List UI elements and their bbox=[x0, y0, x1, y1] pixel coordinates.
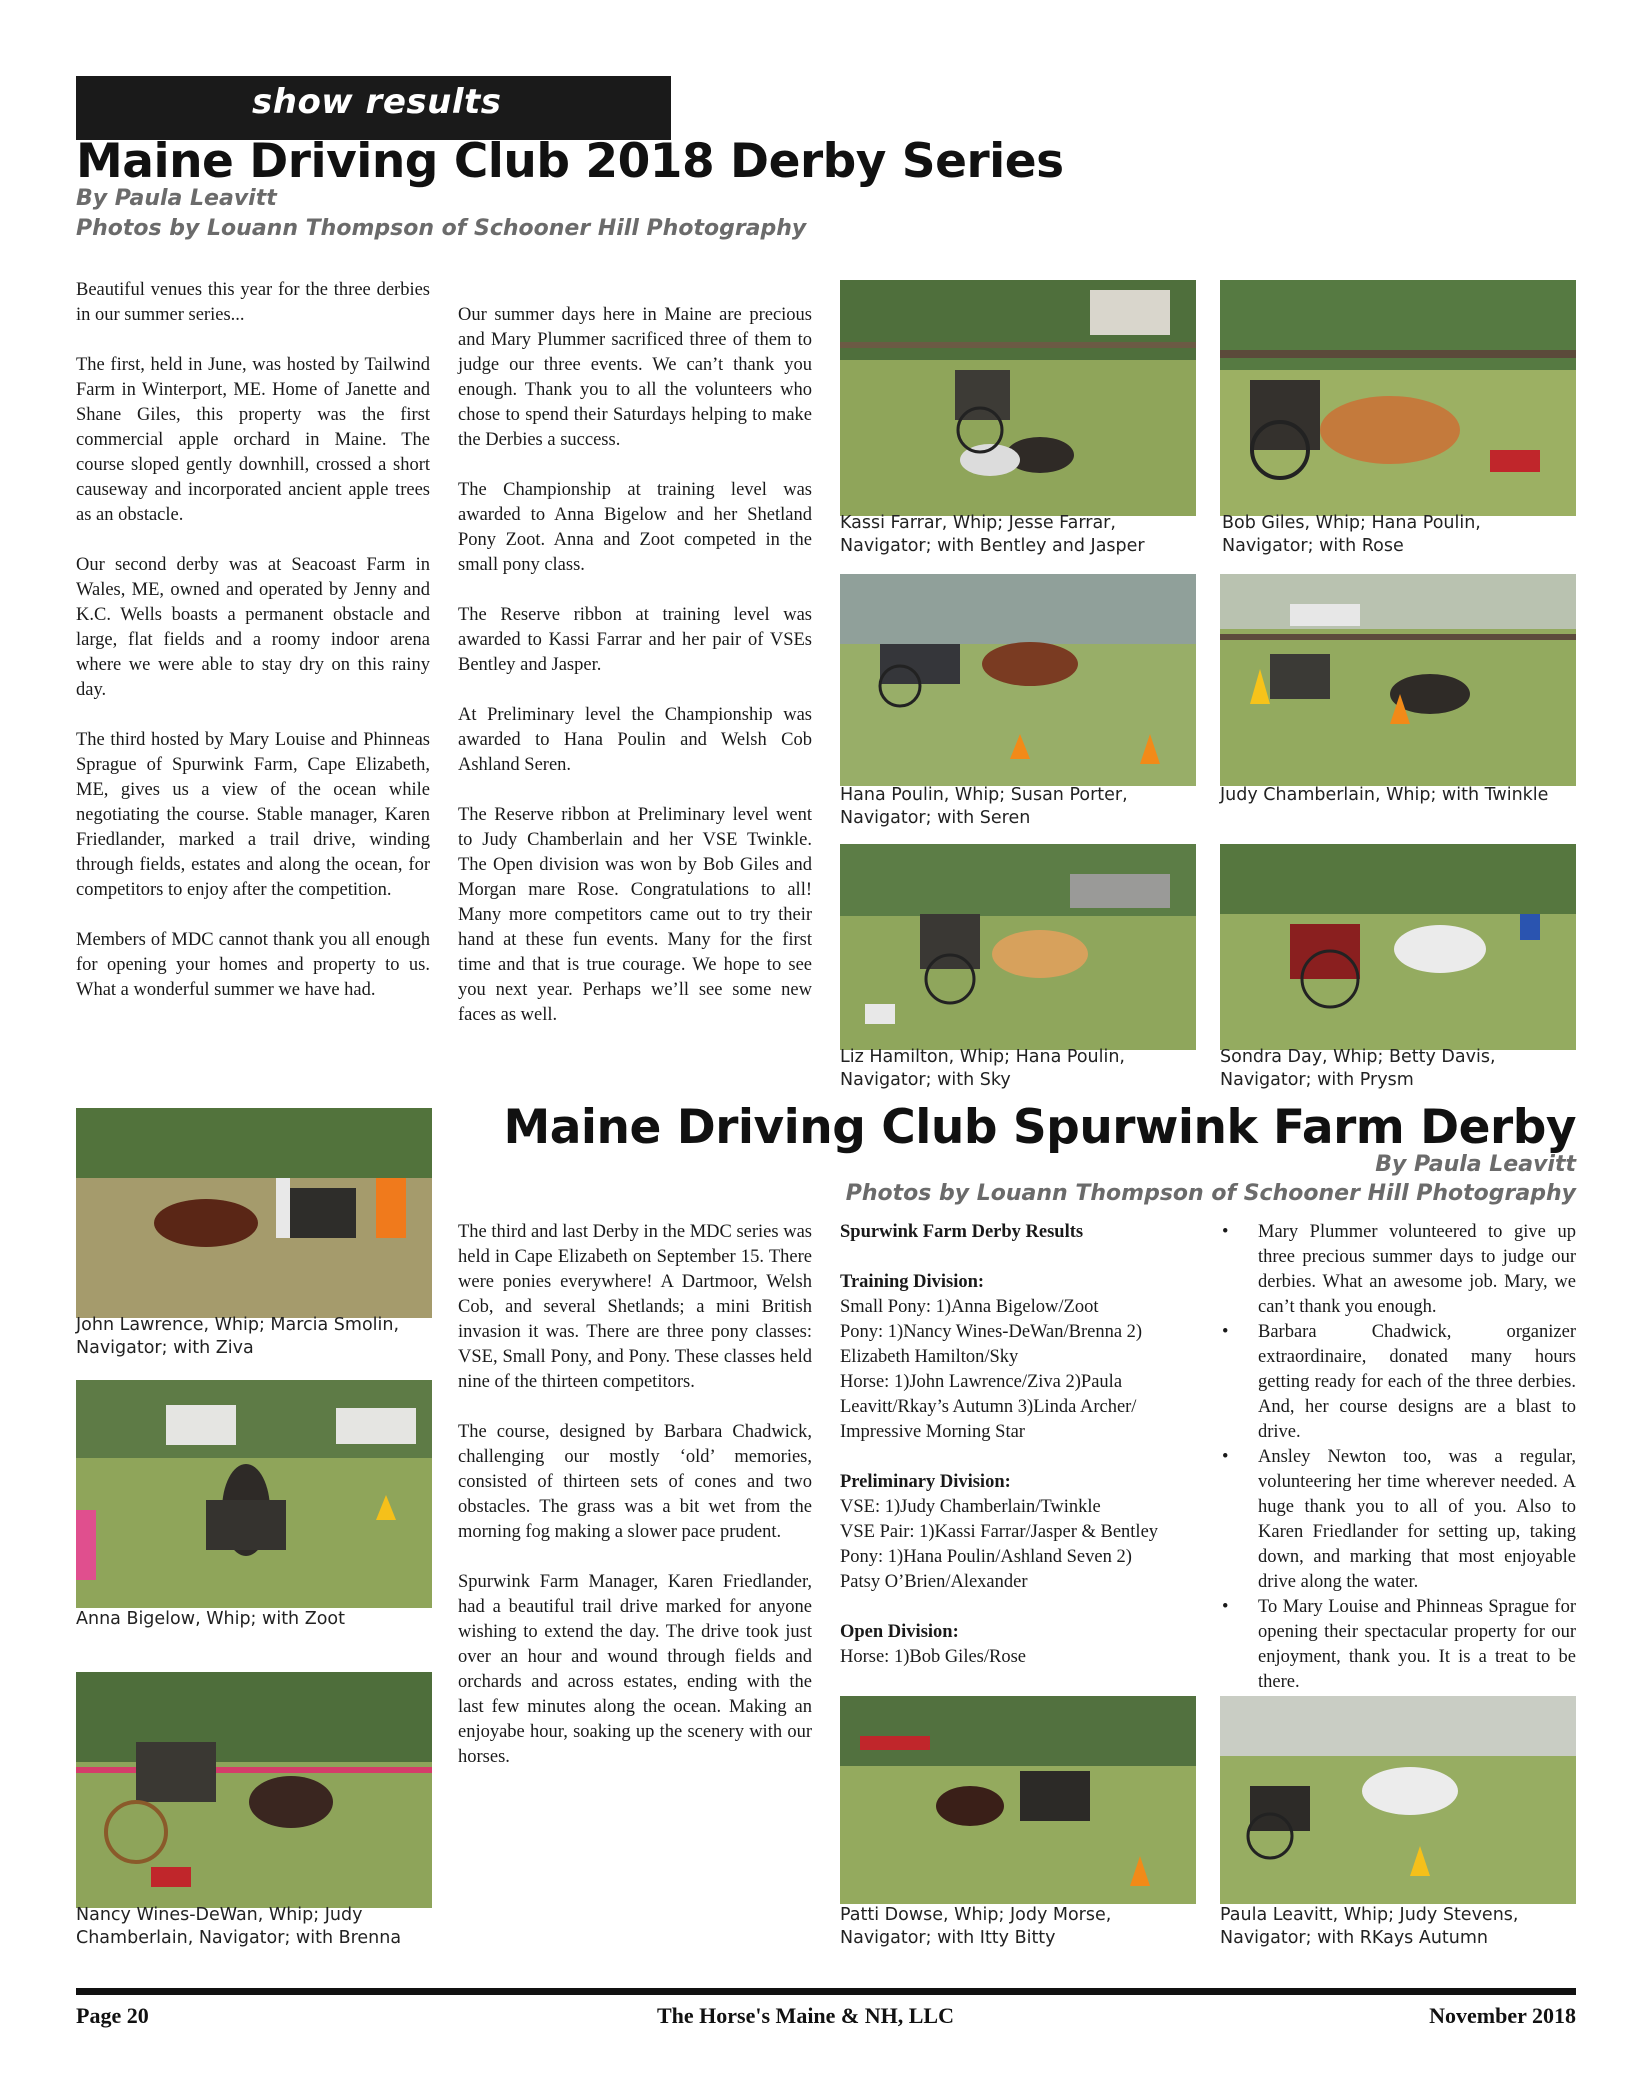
result-line: Impressive Morning Star bbox=[840, 1422, 1025, 1442]
result-line: Small Pony: 1)Anna Bigelow/Zoot bbox=[840, 1297, 1099, 1317]
photo-kassi-farrar bbox=[840, 280, 1196, 516]
caption: Patti Dowse, Whip; Jody Morse, Navigator; with Itty Bitty bbox=[840, 1905, 1112, 1948]
photo-john-lawrence bbox=[76, 1108, 432, 1318]
preliminary-division-heading: Preliminary Division: bbox=[840, 1472, 1011, 1492]
caption: Judy Chamberlain, Whip; with Twinkle bbox=[1220, 785, 1549, 805]
bullet-icon: • bbox=[1222, 1222, 1229, 1242]
photo-liz-hamilton bbox=[840, 844, 1196, 1050]
article1-column-1 bbox=[76, 278, 430, 1028]
photo-anna-bigelow bbox=[76, 1380, 432, 1608]
caption: Nancy Wines-DeWan, Whip; Judy Chamberlain, Navigator; with Brenna bbox=[76, 1905, 402, 1948]
section-banner-label: show results bbox=[252, 82, 502, 122]
results-heading: Spurwink Farm Derby Results bbox=[840, 1222, 1084, 1242]
photo-bob-giles bbox=[1220, 280, 1576, 516]
photo-hana-poulin bbox=[840, 574, 1196, 786]
article1-title: Maine Driving Club 2018 Derby Series bbox=[76, 134, 1064, 189]
paragraph: Our summer days here in Maine are precious and Mary Plummer sacrificed three of them to judge our three events. We can’t thank you enough. Thank you to all the volunteers who chose to spend their Saturdays helping to make the Derbies a success. bbox=[458, 305, 812, 450]
caption: Liz Hamilton, Whip; Hana Poulin, Navigator; with Sky bbox=[840, 1047, 1125, 1090]
thanks-list bbox=[1222, 1220, 1576, 1695]
paragraph: The third and last Derby in the MDC series was held in Cape Elizabeth on September 15. There were ponies everywhere! A Dartmoor, Welsh Cob, and several Shetlands; a mini British invasion it was. There are three pony classes: VSE, Small Pony, and Pony. These classes held nine of the thirteen competitors. bbox=[458, 1222, 812, 1392]
result-line: Patsy O’Brien/Alexander bbox=[840, 1572, 1028, 1592]
paragraph: Our second derby was at Seacoast Farm in Wales, ME, owned and operated by Jenny and K.C. Wells boasts a permanent obstacle and large, flat fields and a roomy indoor arena where we were able to stay dry on this rainy day. bbox=[76, 555, 430, 700]
bullet-icon: • bbox=[1222, 1447, 1229, 1467]
training-division-heading: Training Division: bbox=[840, 1272, 985, 1292]
article2-body bbox=[458, 1220, 812, 1795]
list-item: • Mary Plummer volunteered to give up three precious summer days to judge our derbies. What an awesome job. Mary, we can’t thank you enough. bbox=[1222, 1222, 1576, 1317]
paragraph: The third hosted by Mary Louise and Phinneas Sprague of Spurwink Farm, Cape Elizabeth, ME, gives us a view of the ocean while negotiating the course. Stable manager, Karen Friedlander, marked a trail drive, winding through fields, estates and along the ocean, for competitors to enjoy after the competition. bbox=[76, 730, 430, 900]
article1-photo-credit: Photos by Louann Thompson of Schooner Hill Photography bbox=[76, 216, 807, 241]
result-line: Elizabeth Hamilton/Sky bbox=[840, 1347, 1019, 1367]
photo-nancy-wines-dewan bbox=[76, 1672, 432, 1908]
paragraph: The Reserve ribbon at Preliminary level went to Judy Chamberlain and her VSE Twinkle. The Open division was won by Bob Giles and Morgan mare Rose. Congratulations to all! Many more competitors came out to try their hand at these fun events. Many for the first time and that is true courage. We hope to see you next year. Perhaps we’ll see some new faces as well. bbox=[458, 805, 812, 1025]
result-line: Horse: 1)Bob Giles/Rose bbox=[840, 1647, 1027, 1667]
open-division-heading: Open Division: bbox=[840, 1622, 959, 1642]
article1-byline: By Paula Leavitt bbox=[76, 186, 277, 211]
paragraph: The course, designed by Barbara Chadwick, challenging our mostly ‘old’ memories, consisted of thirteen sets of cones and two obstacles. The grass was a bit wet from the morning fog making a slower pace prudent. bbox=[458, 1422, 812, 1542]
result-line: Pony: 1)Hana Poulin/Ashland Seven 2) bbox=[840, 1547, 1132, 1567]
result-line: VSE: 1)Judy Chamberlain/Twinkle bbox=[840, 1497, 1101, 1517]
list-item: • Ansley Newton too, was a regular, volunteering her time wherever needed. A huge thank you to all of you. Also to Karen Friedlander for setting up, taking down, and marking that most enjoyable drive along the water. bbox=[1222, 1447, 1576, 1592]
section-banner bbox=[76, 76, 671, 140]
article1-column-2 bbox=[458, 303, 812, 1053]
issue-date: November 2018 bbox=[1429, 2003, 1576, 2028]
paragraph: Beautiful venues this year for the three derbies in our summer series... bbox=[76, 280, 430, 325]
paragraph: Spurwink Farm Manager, Karen Friedlander, had a beautiful trail drive marked for anyone wishing to extend the day. The drive took just over an hour and wound through fields and orchards and across estates, ending with the last few minutes along the ocean. Making an enjoyabe hour, soaking up the scenery with our horses. bbox=[458, 1572, 812, 1767]
footer-rule bbox=[76, 1988, 1576, 1995]
list-item: • To Mary Louise and Phinneas Sprague for opening their spectacular property for our enjoyment, thank you. It is a treat to be there. bbox=[1222, 1597, 1576, 1692]
caption: Kassi Farrar, Whip; Jesse Farrar, Navigator; with Bentley and Jasper bbox=[840, 513, 1145, 556]
photo-judy-chamberlain bbox=[1220, 574, 1576, 786]
paragraph: The Reserve ribbon at training level was awarded to Kassi Farrar and her pair of VSEs Bentley and Jasper. bbox=[458, 605, 812, 675]
result-line: VSE Pair: 1)Kassi Farrar/Jasper & Bentley bbox=[840, 1522, 1159, 1542]
article2-byline: By Paula Leavitt bbox=[1375, 1152, 1576, 1177]
list-item: • Barbara Chadwick, organizer extraordinaire, donated many hours getting ready for each of the three derbies. And, her course designs are a blast to drive. bbox=[1222, 1322, 1576, 1442]
photo-patti-dowse bbox=[840, 1696, 1196, 1904]
article2-title: Maine Driving Club Spurwink Farm Derby bbox=[503, 1100, 1576, 1155]
page-number: Page 20 bbox=[76, 2003, 149, 2028]
result-line: Leavitt/Rkay’s Autumn 3)Linda Archer/ bbox=[840, 1397, 1137, 1417]
paragraph: Members of MDC cannot thank you all enough for opening your homes and property to us. What a wonderful summer we have had. bbox=[76, 930, 430, 1000]
caption: Bob Giles, Whip; Hana Poulin, Navigator; with Rose bbox=[1222, 513, 1481, 556]
paragraph: At Preliminary level the Championship was awarded to Hana Poulin and Welsh Cob Ashland Seren. bbox=[458, 705, 812, 775]
result-line: Horse: 1)John Lawrence/Ziva 2)Paula bbox=[840, 1372, 1123, 1392]
caption: Hana Poulin, Whip; Susan Porter, Navigator; with Seren bbox=[840, 785, 1128, 828]
paragraph: The Championship at training level was awarded to Anna Bigelow and her Shetland Pony Zoot. Anna and Zoot competed in the small pony class. bbox=[458, 480, 812, 575]
publication-name: The Horse's Maine & NH, LLC bbox=[657, 2003, 954, 2028]
photo-sondra-day bbox=[1220, 844, 1576, 1050]
caption: Anna Bigelow, Whip; with Zoot bbox=[76, 1609, 345, 1629]
derby-results bbox=[840, 1220, 1198, 1670]
photo-paula-leavitt bbox=[1220, 1696, 1576, 1904]
paragraph: The first, held in June, was hosted by Tailwind Farm in Winterport, ME. Home of Janette and Shane Giles, this property was the first commercial apple orchard in Maine. The course sloped gently downhill, crossed a short causeway and incorporated ancient apple trees as an obstacle. bbox=[76, 355, 430, 525]
result-line: Pony: 1)Nancy Wines-DeWan/Brenna 2) bbox=[840, 1322, 1143, 1342]
bullet-icon: • bbox=[1222, 1597, 1229, 1617]
caption: Paula Leavitt, Whip; Judy Stevens, Navigator; with RKays Autumn bbox=[1220, 1905, 1519, 1948]
caption: Sondra Day, Whip; Betty Davis, Navigator; with Prysm bbox=[1220, 1047, 1496, 1090]
article2-photo-credit: Photos by Louann Thompson of Schooner Hill Photography bbox=[845, 1181, 1576, 1206]
caption: John Lawrence, Whip; Marcia Smolin, Navigator; with Ziva bbox=[76, 1315, 400, 1358]
bullet-icon: • bbox=[1222, 1322, 1229, 1342]
